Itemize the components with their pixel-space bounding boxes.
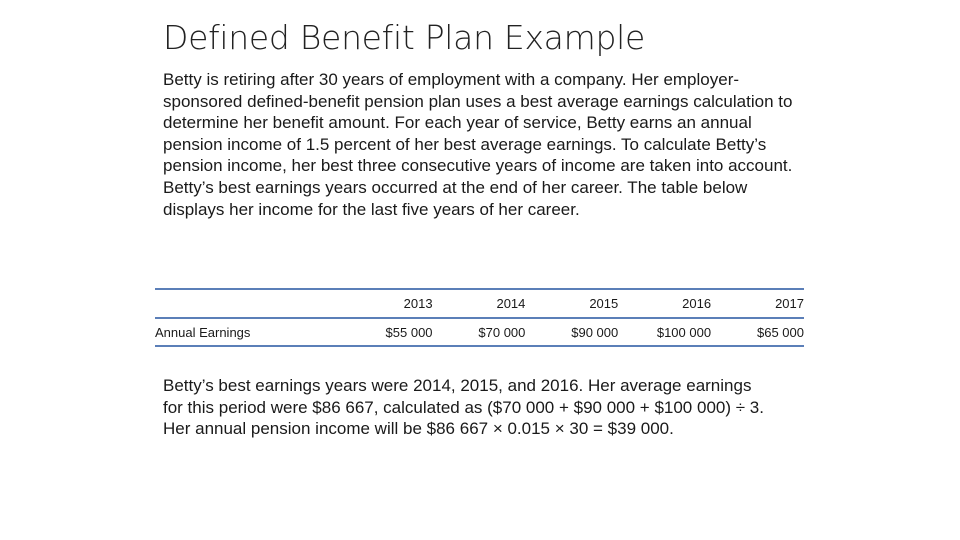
year-header-2015: 2015 bbox=[525, 289, 618, 318]
intro-paragraph: Betty is retiring after 30 years of employment with a company. Her employer-sponsored defined-benefit pension plan uses a best average earnings calculation to determine her benefit amount. For each year of service, Betty earns an annual pension income of 1.5 percent of her best average earnings. To calculate Betty’s pension income, her best three consecutive years of income are taken into account. Betty’s best earnings years occurred at the end of her career. The table below displays her income for the last five years of her career. bbox=[163, 70, 793, 219]
table-row bbox=[155, 318, 804, 346]
earnings-cell-2014: $70 000 bbox=[433, 318, 526, 346]
earnings-cell-2017: $65 000 bbox=[711, 318, 804, 346]
year-header-2013: 2013 bbox=[340, 289, 433, 318]
year-header-2016: 2016 bbox=[618, 289, 711, 318]
earnings-cell-2016: $100 000 bbox=[618, 318, 711, 346]
year-header-2014: 2014 bbox=[433, 289, 526, 318]
header-label-cell bbox=[155, 289, 340, 318]
table-header-row bbox=[155, 289, 804, 318]
row-label-annual-earnings: Annual Earnings bbox=[155, 318, 340, 346]
earnings-cell-2015: $90 000 bbox=[525, 318, 618, 346]
year-header-2017: 2017 bbox=[711, 289, 804, 318]
slide-title: Defined Benefit Plan Example bbox=[163, 18, 645, 57]
earnings-table bbox=[155, 288, 804, 347]
result-paragraph: Betty’s best earnings years were 2014, 2015, and 2016. Her average earnings for this period were $86 667, calculated as ($70 000 + $90 000 + $100 000) ÷ 3. Her annual pension income will be $86 667 × 0.015 × 30 = $39 000. bbox=[163, 376, 764, 439]
earnings-cell-2013: $55 000 bbox=[340, 318, 433, 346]
